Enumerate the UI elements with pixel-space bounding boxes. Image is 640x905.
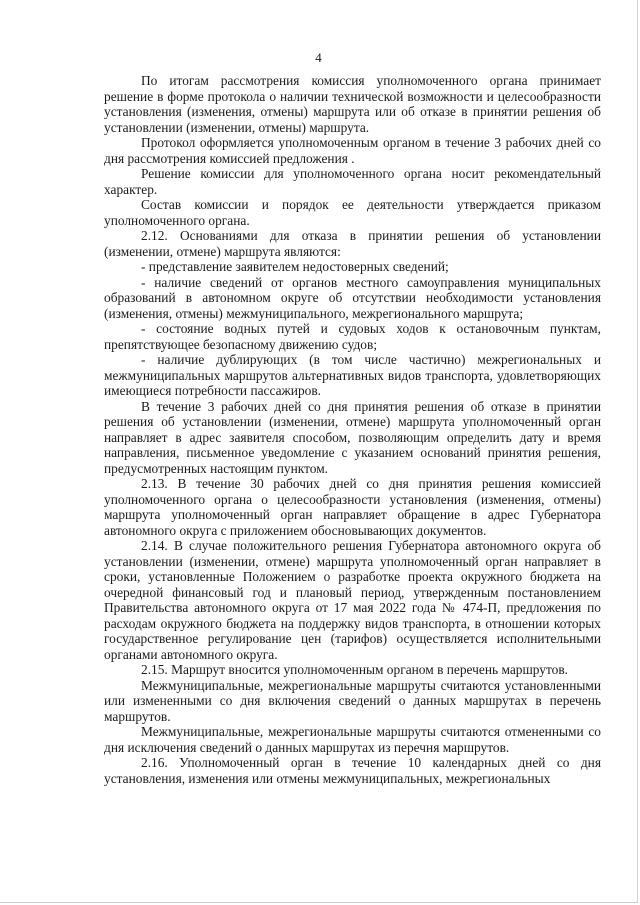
paragraph: 2.13. В течение 30 рабочих дней со дня принятия решения комиссией уполномоченного органа о целесообразности установления (изменения, отмены) маршрута уполномоченный орган направляет обращение в адрес Губернатора автономного округа с приложением обосновывающих документов. [104,476,601,538]
paragraph: 2.15. Маршрут вносится уполномоченным органом в перечень маршрутов. [141,662,569,677]
paragraph: 2.14. В случае положительного решения Губернатора автономного округа об установлении (изменении, отмене) маршрута уполномоченный орган направляет в сроки, установленные Положением о разработке проекта окружного бюджета на очередной финансовый год и плановый период, утвержденным постановлением Правительства автономного округа от 17 мая 2022 года № 474-П, предложения по расходам окружного бюджета на поддержку видов транспорта, в отношении которых государственное регулирование цен (тарифов) осуществляется исполнительными органами автономного округа. [104,538,601,662]
paragraph: Межмуниципальные, межрегиональные маршруты считаются отмененными со дня исключения сведений о данных маршрутах из перечня маршрутов. [104,724,601,755]
document-body [104,73,601,786]
list-item: - наличие дублирующих (в том числе частично) межрегиональных и межмуниципальных маршрутов альтернативных видов транспорта, удовлетворяющих имеющиеся потребности пассажиров. [104,352,601,398]
paragraph: Межмуниципальные, межрегиональные маршруты считаются установленными или измененными со дня включения сведений о данных маршрутах в перечень маршрутов. [104,677,601,724]
paragraph: 2.16. Уполномоченный орган в течение 10 календарных дней со дня установления, изменения или отмены межмуниципальных, межрегиональных [104,755,601,786]
list-item: - состояние водных путей и судовых ходов к остановочным пунктам, препятствующее безопасному движению судов; [104,321,601,352]
page-number: 4 [315,50,322,65]
paragraph: 2.12. Основаниями для отказа в принятии решения об установлении (изменении, отмене) маршрута являются: [104,228,601,259]
list-item: - наличие сведений от органов местного самоуправления муниципальных образований в автономном округе об отсутствии необходимости установления (изменения, отмены) межмуниципального, межрегионального маршрута; [104,274,601,321]
paragraph: Протокол оформляется уполномоченным органом в течение 3 рабочих дней со дня рассмотрения комиссией предложения . [104,135,601,166]
paragraph: В течение 3 рабочих дней со дня принятия решения об отказе в принятии решения об установлении (изменении, отмене) маршрута уполномоченный орган направляет в адрес заявителя способом, позволяющим определить дату и время направления, письменное уведомление с указанием оснований принятия решения, предусмотренных настоящим пунктом. [104,398,601,476]
paragraph: По итогам рассмотрения комиссия уполномоченного органа принимает решение в форме протокола о наличии технической возможности и целесообразности установления (изменения, отмены) маршрута или об отказе в принятии решения об установлении (изменении, отмены) маршрута. [104,73,601,135]
list-item: - представление заявителем недостоверных сведений; [141,259,449,274]
paragraph: Решение комиссии для уполномоченного органа носит рекомендательный характер. [104,166,601,197]
paragraph: Состав комиссии и порядок ее деятельности утверждается приказом уполномоченного органа. [104,197,601,228]
